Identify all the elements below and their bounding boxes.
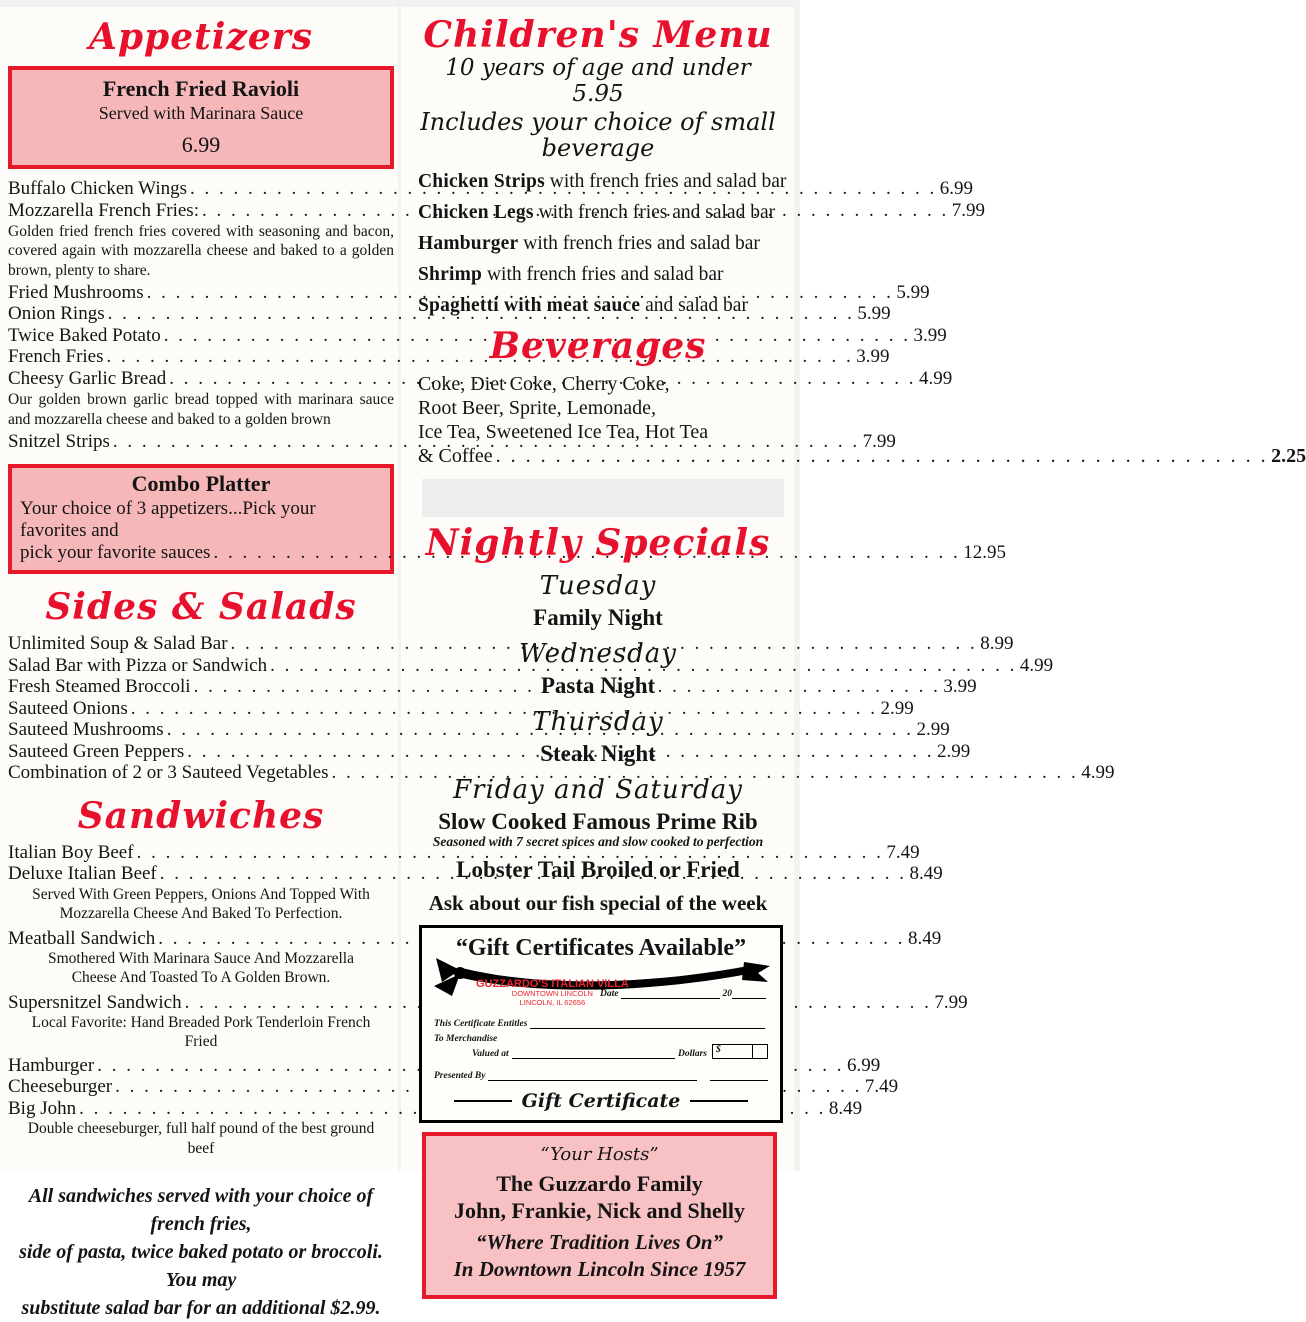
- item-price: 6.99: [939, 178, 974, 199]
- merchandise-label: To Merchandise: [434, 1034, 498, 1044]
- scan-artifact: [422, 479, 784, 517]
- date-label: Date: [600, 989, 619, 999]
- footer-line: substitute salad bar for an additional $2.99.: [21, 1296, 381, 1319]
- featured-item-price: 6.99: [181, 132, 221, 157]
- item-price: 8.49: [907, 927, 942, 949]
- item-price: 8.49: [828, 1097, 863, 1119]
- item-detail: with french fries and salad bar: [533, 202, 776, 223]
- business-address: DOWNTOWN LINCOLN: [511, 989, 593, 998]
- item-price: 2.25: [1271, 445, 1306, 467]
- item-price: 2.99: [880, 697, 914, 719]
- item-name: Hamburger: [8, 1054, 95, 1076]
- sandwiches-heading: Sandwiches: [77, 794, 325, 837]
- childrens-beverage-note: Includes your choice of small beverage: [420, 108, 776, 162]
- item-detail: with french fries and salad bar: [544, 171, 787, 192]
- hosts-label: “Your Hosts”: [540, 1144, 659, 1165]
- item-description: Smothered With Marinara Sauce And Mozzarella Cheese And Toasted To A Golden Brown.: [48, 950, 354, 987]
- childrens-menu-heading: Children's Menu: [423, 14, 773, 56]
- item-price: 2.99: [936, 740, 971, 762]
- valued-label: Valued at: [472, 1049, 509, 1059]
- item-price: 3.99: [913, 324, 947, 346]
- fill-in-line: [488, 1070, 697, 1081]
- item-detail: and salad bar: [640, 295, 748, 316]
- item-name: Mozzarella French Fries:: [8, 199, 199, 221]
- dot-leader: [496, 444, 1269, 468]
- special-name: Slow Cooked Famous Prime Rib: [438, 809, 758, 834]
- childrens-price: 5.95: [572, 81, 624, 107]
- item-description: Golden fried french fries covered with seasoning and bacon, covered again with mozzarella cheese and baked to a golden brown, plenty to share.: [8, 223, 394, 279]
- sandwich-footer-note: [8, 1182, 394, 1322]
- childrens-age-note: 10 years of age and under: [445, 55, 751, 81]
- menu-item-row: [8, 281, 930, 304]
- hosts-slogan: In Downtown Lincoln Since 1957: [453, 1257, 746, 1281]
- dollar-amount-box: [712, 1044, 768, 1059]
- item-price: 6.99: [846, 1054, 881, 1076]
- item-name: Spaghetti with meat sauce: [418, 295, 641, 316]
- business-name: GUZZARDO'S ITALIAN VILLA: [476, 978, 629, 990]
- year-prefix: 20: [722, 989, 732, 999]
- childrens-item: [418, 171, 790, 192]
- childrens-item: [418, 233, 790, 254]
- certificate-caption-row: [454, 1090, 748, 1112]
- nightly-specials-heading: Nightly Specials: [425, 522, 771, 564]
- hosts-box: [422, 1132, 777, 1299]
- childrens-item: [418, 202, 790, 223]
- item-description: Served With Green Peppers, Onions And Topped With Mozzarella Cheese And Baked To Perfection.: [32, 885, 370, 923]
- caption-rule: [454, 1100, 512, 1102]
- item-name: Salad Bar with Pizza or Sandwich: [8, 654, 268, 676]
- appetizers-heading: Appetizers: [88, 16, 314, 58]
- featured-item-name: French Fried Ravioli: [102, 76, 300, 101]
- item-price: 7.99: [951, 199, 985, 221]
- special-name: Pasta Night: [540, 673, 656, 698]
- item-price: 5.99: [857, 303, 891, 325]
- item-name: French Fries: [8, 346, 104, 368]
- item-price: 8.49: [909, 863, 943, 885]
- item-description: Local Favorite: Hand Breaded Pork Tenderloin French Fried: [31, 1014, 371, 1051]
- item-name: Cheeseburger: [8, 1076, 113, 1098]
- special-day: Wednesday: [519, 639, 677, 669]
- hosts-names: John, Frankie, Nick and Shelly: [454, 1198, 745, 1223]
- special-day: Friday and Saturday: [453, 775, 743, 805]
- item-name: Combination of 2 or 3 Sauteed Vegetables: [8, 762, 329, 784]
- item-name: Snitzel Strips: [8, 430, 110, 452]
- special-name: Steak Night: [540, 741, 656, 766]
- item-price: 4.99: [1081, 762, 1115, 784]
- item-detail: with french fries and salad bar: [518, 233, 760, 254]
- gift-certificate-header: [434, 962, 768, 1014]
- presented-row: [434, 1070, 768, 1081]
- item-description: Our golden brown garlic bread topped with marinara sauce and mozzarella cheese and baked to a golden brown: [8, 391, 394, 428]
- item-price: 7.49: [864, 1076, 899, 1098]
- valued-row: [434, 1044, 768, 1059]
- item-name: Sauteed Onions: [8, 697, 128, 719]
- item-name: Deluxe Italian Beef: [8, 863, 157, 885]
- featured-item-box: [8, 66, 394, 169]
- dollars-label: Dollars: [677, 1049, 707, 1059]
- item-name: Hamburger: [418, 233, 519, 254]
- beverage-line: Ice Tea, Sweetened Ice Tea, Hot Tea: [418, 421, 709, 443]
- caption-rule: [690, 1100, 748, 1102]
- item-description: Double cheeseburger, full half pound of the best ground beef: [27, 1120, 375, 1157]
- item-price: 4.99: [1019, 654, 1054, 676]
- item-name: Big John: [8, 1097, 77, 1119]
- item-price: 2.99: [916, 719, 950, 741]
- special-day: Thursday: [532, 707, 664, 737]
- fill-in-line: [512, 1048, 675, 1059]
- footer-line: All sandwiches served with your choice of french fries,: [28, 1184, 374, 1235]
- special-name: Family Night: [533, 605, 663, 630]
- beverage-line: & Coffee: [418, 445, 493, 467]
- gift-certificate-title: “Gift Certificates Available”: [455, 935, 747, 961]
- hosts-slogan: “Where Tradition Lives On”: [475, 1230, 724, 1254]
- item-name: Shrimp: [418, 264, 483, 285]
- childrens-items: [418, 171, 790, 316]
- special-day: Tuesday: [539, 571, 657, 601]
- item-name: Fresh Steamed Broccoli: [8, 676, 191, 698]
- menu-item-row: [8, 697, 914, 720]
- item-price: 7.99: [934, 991, 968, 1013]
- item-price: 12.95: [963, 542, 1006, 564]
- item-name: Cheesy Garlic Bread: [8, 367, 167, 389]
- fill-in-line: [732, 988, 766, 999]
- special-subtext: Seasoned with 7 secret spices and slow cooked to perfection: [432, 834, 764, 849]
- fill-in-line: [530, 1018, 765, 1029]
- business-address: LINCOLN, IL 62656: [519, 997, 586, 1007]
- item-price: 5.99: [896, 281, 930, 303]
- entitles-row: [434, 1018, 768, 1029]
- item-name: Buffalo Chicken Wings: [8, 178, 188, 199]
- menu-item-row: [8, 762, 1115, 784]
- beverage-line: Coke, Diet Coke, Cherry Coke,: [418, 373, 670, 395]
- featured-item-sub: Served with Marinara Sauce: [98, 103, 304, 123]
- certificate-caption: Gift Certificate: [521, 1090, 681, 1112]
- fill-in-line: [710, 1070, 768, 1081]
- item-price: 4.99: [919, 367, 953, 389]
- item-name: Sauteed Green Peppers: [8, 740, 185, 762]
- beverage-line: Root Beer, Sprite, Lemonade,: [418, 397, 657, 419]
- combo-name: Combo Platter: [131, 471, 271, 497]
- beverages-heading: Beverages: [489, 325, 707, 367]
- item-name: Meatball Sandwich: [8, 927, 156, 949]
- special-name: Lobster Tail Broiled or Fried: [456, 857, 740, 882]
- item-price: 7.99: [862, 430, 896, 452]
- item-name: Italian Boy Beef: [8, 841, 134, 863]
- item-detail: with french fries and salad bar: [482, 264, 724, 285]
- fill-in-line: [621, 988, 719, 999]
- item-name: Supersnitzel Sandwich: [8, 991, 182, 1013]
- date-row: [600, 988, 766, 999]
- fish-special-note: Ask about our fish special of the week: [428, 891, 768, 915]
- combo-line1: Your choice of 3 appetizers...Pick your favorites and: [20, 498, 316, 542]
- beverage-price-row: [418, 444, 1306, 468]
- item-price: 3.99: [856, 346, 890, 368]
- hosts-family: The Guzzardo Family: [496, 1171, 703, 1196]
- item-name: Chicken Legs: [418, 202, 534, 223]
- item-name: Unlimited Soup & Salad Bar: [8, 633, 228, 655]
- item-name: Chicken Strips: [418, 171, 545, 192]
- item-price: 8.99: [980, 633, 1014, 655]
- presented-label: Presented By: [434, 1071, 486, 1081]
- cents-cell: [753, 1045, 767, 1058]
- item-price: 7.49: [886, 841, 920, 863]
- gift-certificate: [419, 925, 783, 1123]
- childrens-item: [418, 264, 790, 285]
- entitles-label: This Certificate Entitles: [434, 1019, 528, 1029]
- item-name: Onion Rings: [8, 303, 105, 325]
- item-name: Twice Baked Potato: [8, 324, 161, 346]
- merchandise-row: [434, 1034, 768, 1044]
- footer-line: side of pasta, twice baked potato or broccoli. You may: [19, 1240, 383, 1291]
- item-price: 3.99: [943, 676, 977, 698]
- item-name: Sauteed Mushrooms: [8, 719, 164, 741]
- sides-heading: Sides & Salads: [45, 586, 357, 629]
- item-name: Fried Mushrooms: [8, 281, 144, 303]
- childrens-item: [418, 295, 790, 316]
- combo-line2-text: pick your favorite sauces: [20, 542, 211, 564]
- dollar-sign: $: [713, 1045, 753, 1058]
